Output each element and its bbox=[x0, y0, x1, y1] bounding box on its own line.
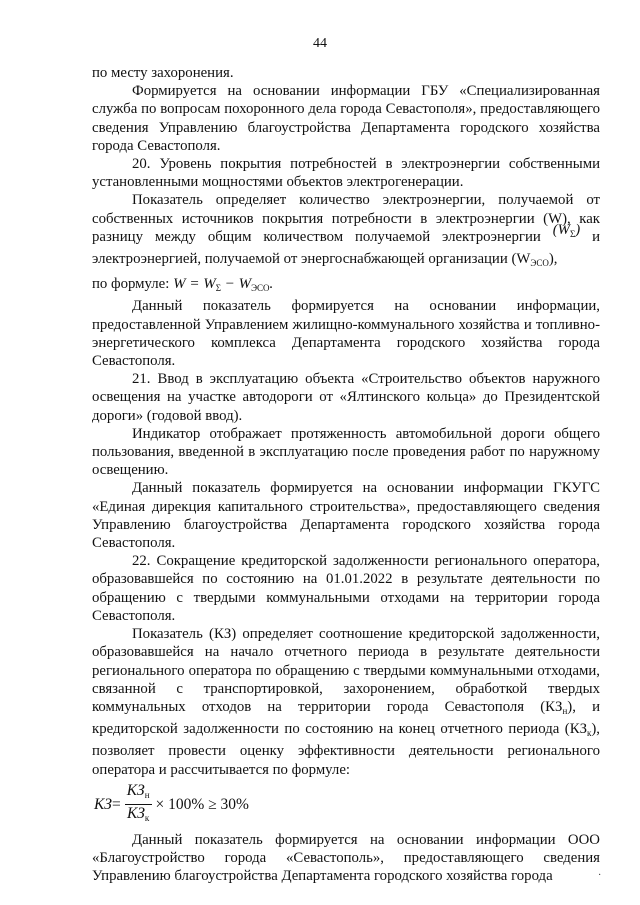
paragraph-item-20-title: 20. Уровень покрытия потребностей в электроэнергии собственными установленными мощностями объектов электрогенерации. bbox=[92, 156, 600, 191]
formula-kz-fraction: $\frac{КЗ_н}{КЗ_к}$ bbox=[126, 782, 150, 824]
paragraph-item-22-source: Данный показатель формируется на основании информации ООО «Благоустройство города «Севастополь», предоставляющего сведения Управлению благоустройства Департамента городского хозяйства города bbox=[92, 831, 600, 885]
formula-w: $W = W_\Sigma - W_{ЭСО}$. bbox=[173, 276, 274, 294]
paragraph-formula-w bbox=[92, 275, 600, 297]
paragraph-item-22-title: 22. Сокращение кредиторской задолженности регионального оператора, образовавшейся по состоянию на 01.01.2022 в результате деятельности по обращению с твердыми коммунальными отходами на территории города Севастополя. bbox=[92, 553, 600, 624]
page-number: 44 bbox=[313, 36, 327, 51]
text-fragment: и электроэнергией, получаемой от энергоснабжающей организации (W bbox=[92, 228, 601, 268]
paragraph-item-22-description: Показатель (КЗ) определяет соотношение кредиторской задолженности, образовавшейся на начало отчетного периода в результате деятельности регионального оператора по обращению с твердыми коммунальными отходами, связанной с транспортировкой, захоронением, обработкой твердых коммунальных отходов на территории города Севастополя $(КЗ_н)$, и кредиторской задолженности по состоянию на конец отчетного периода $(КЗ_к)$, позволяет провести оценку эффективности деятельности регионального оператора и рассчитывается по формуле: bbox=[92, 626, 600, 778]
paragraph-item-21-description: Индикатор отображает протяженность автомобильной дороги общего пользования, введенной в эксплуатацию после проведения работ по наружному освещению. bbox=[92, 425, 600, 479]
text-fragment: ), bbox=[548, 251, 558, 268]
page-body bbox=[92, 64, 600, 885]
eso-subscript: ЭСО bbox=[530, 258, 549, 269]
text-fragment: Показатель определяет количество электроэнергии, получаемой от собственных источников покрытия потребности в электроэнергии (W), как разницу между общим количеством получаемой электроэнергии bbox=[92, 192, 600, 245]
paragraph-gbu-source: Формируется на основании информации ГБУ «Специализированная служба по вопросам похоронного дела города Севастополя», предоставляющего сведения Управлению благоустройства Департамента городского хозяйства города Севастополя. bbox=[92, 83, 600, 154]
w-sigma-symbol: $(W_\Sigma)$ bbox=[552, 221, 581, 239]
paragraph-item-20-source: Данный показатель формируется на основании информации, предоставленной Управлением жилищно-коммунального хозяйства и топливно-энергетического комплекса Департамента городского хозяйства города Севастополя. bbox=[92, 298, 600, 370]
paragraph-item-20-description bbox=[92, 191, 600, 272]
scan-mark: · bbox=[598, 870, 602, 881]
formula-label: по формуле: bbox=[92, 276, 170, 293]
formula-kz: КЗ = $\frac{КЗ_н}{КЗ_к}$ × 100% ≥ 30% bbox=[94, 781, 600, 829]
paragraph-item-21-title: 21. Ввод в эксплуатацию объекта «Строительство объектов наружного освещения на участке автодороги от «Ялтинского кольца» до Президентской дороги» (годовой ввод). bbox=[92, 371, 600, 424]
paragraph-item-21-source: Данный показатель формируется на основании информации ГКУГС «Единая дирекция капитального строительства», предоставляющего сведения Управлению благоустройства Департамента городского хозяйства города Севастополя. bbox=[92, 480, 600, 552]
paragraph-burial-end: по месту захоронения. bbox=[92, 65, 234, 81]
